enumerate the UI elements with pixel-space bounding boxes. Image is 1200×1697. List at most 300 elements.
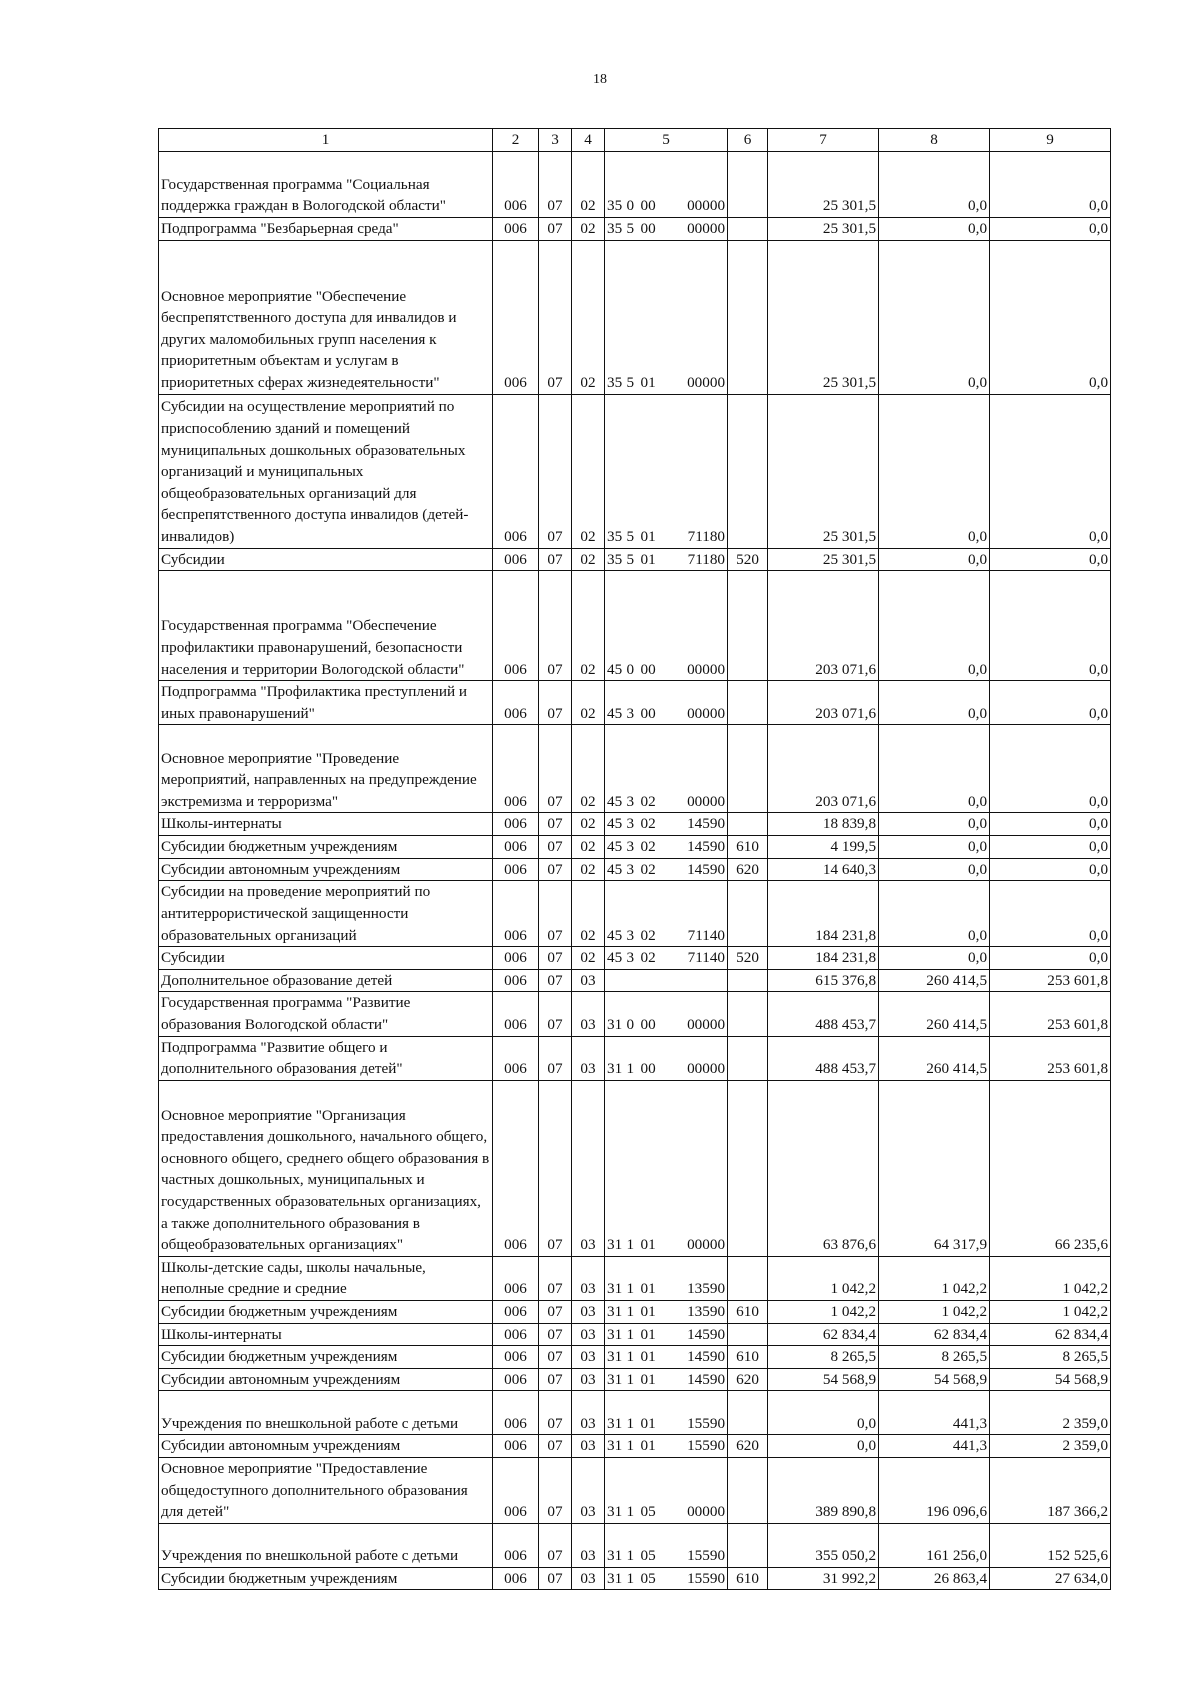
row-subsection-code: 03 bbox=[572, 969, 605, 992]
table-row bbox=[159, 240, 1111, 394]
row-name: Основное мероприятие "Предоставление общедоступного дополнительного образования для детей" bbox=[159, 1457, 493, 1523]
row-target-event: 01 bbox=[639, 240, 661, 394]
row-target-direction: 71140 bbox=[661, 947, 728, 970]
row-target-event: 02 bbox=[639, 725, 661, 813]
row-target-subprogram: 5 bbox=[625, 548, 639, 571]
header-col-7: 7 bbox=[768, 129, 879, 152]
row-name: Субсидии автономным учреждениям bbox=[159, 858, 493, 881]
table-row bbox=[159, 152, 1111, 218]
header-col-8: 8 bbox=[879, 129, 990, 152]
row-amount-col9: 253 601,8 bbox=[990, 1036, 1111, 1080]
row-expense-type bbox=[728, 681, 768, 725]
row-target-subprogram: 3 bbox=[625, 681, 639, 725]
row-ministry-code: 006 bbox=[493, 881, 539, 947]
row-ministry-code: 006 bbox=[493, 969, 539, 992]
table-row bbox=[159, 571, 1111, 681]
row-target-program: 31 bbox=[605, 1080, 625, 1256]
row-expense-type bbox=[728, 1080, 768, 1256]
row-target-subprogram: 1 bbox=[625, 1457, 639, 1523]
row-target-program: 31 bbox=[605, 1036, 625, 1080]
row-expense-type bbox=[728, 1523, 768, 1567]
row-amount-col7: 0,0 bbox=[768, 1391, 879, 1435]
row-ministry-code: 006 bbox=[493, 1323, 539, 1346]
row-amount-col8: 0,0 bbox=[879, 725, 990, 813]
row-target-event: 05 bbox=[639, 1523, 661, 1567]
row-target-event: 01 bbox=[639, 1256, 661, 1300]
row-name: Школы-интернаты bbox=[159, 813, 493, 836]
row-amount-col7: 25 301,5 bbox=[768, 394, 879, 548]
table-row bbox=[159, 1080, 1111, 1256]
row-section-code: 07 bbox=[539, 1346, 572, 1369]
row-amount-col8: 441,3 bbox=[879, 1391, 990, 1435]
row-section-code: 07 bbox=[539, 1523, 572, 1567]
table-row bbox=[159, 218, 1111, 241]
row-amount-col7: 4 199,5 bbox=[768, 835, 879, 858]
row-target-event: 00 bbox=[639, 681, 661, 725]
row-target-event: 01 bbox=[639, 394, 661, 548]
row-subsection-code: 03 bbox=[572, 1457, 605, 1523]
row-section-code: 07 bbox=[539, 1080, 572, 1256]
row-subsection-code: 02 bbox=[572, 571, 605, 681]
row-amount-col9: 0,0 bbox=[990, 571, 1111, 681]
row-section-code: 07 bbox=[539, 1391, 572, 1435]
table-row bbox=[159, 548, 1111, 571]
row-ministry-code: 006 bbox=[493, 1523, 539, 1567]
row-target-subprogram: 5 bbox=[625, 218, 639, 241]
row-subsection-code: 02 bbox=[572, 725, 605, 813]
row-amount-col7: 184 231,8 bbox=[768, 947, 879, 970]
row-ministry-code: 006 bbox=[493, 152, 539, 218]
row-expense-type bbox=[728, 218, 768, 241]
row-amount-col8: 260 414,5 bbox=[879, 1036, 990, 1080]
page-number: 18 bbox=[593, 72, 607, 87]
row-target-direction bbox=[661, 969, 728, 992]
row-target-direction: 14590 bbox=[661, 858, 728, 881]
row-name: Учреждения по внешкольной работе с детьми bbox=[159, 1523, 493, 1567]
header-col-3: 3 bbox=[539, 129, 572, 152]
row-target-event: 01 bbox=[639, 1300, 661, 1323]
row-target-program: 31 bbox=[605, 1346, 625, 1369]
table-row bbox=[159, 1323, 1111, 1346]
row-amount-col7: 184 231,8 bbox=[768, 881, 879, 947]
row-target-direction: 14590 bbox=[661, 1368, 728, 1391]
row-ministry-code: 006 bbox=[493, 1391, 539, 1435]
row-expense-type bbox=[728, 992, 768, 1036]
row-amount-col9: 0,0 bbox=[990, 218, 1111, 241]
row-amount-col7: 62 834,4 bbox=[768, 1323, 879, 1346]
table-row bbox=[159, 947, 1111, 970]
row-name: Субсидии бюджетным учреждениям bbox=[159, 1567, 493, 1590]
table-row bbox=[159, 1457, 1111, 1523]
row-target-direction: 00000 bbox=[661, 1036, 728, 1080]
table-row bbox=[159, 1036, 1111, 1080]
row-expense-type bbox=[728, 1457, 768, 1523]
row-section-code: 07 bbox=[539, 881, 572, 947]
row-target-event: 02 bbox=[639, 881, 661, 947]
row-expense-type: 610 bbox=[728, 1567, 768, 1590]
row-target-direction: 00000 bbox=[661, 725, 728, 813]
row-target-direction: 00000 bbox=[661, 992, 728, 1036]
row-expense-type bbox=[728, 240, 768, 394]
row-target-program bbox=[605, 969, 625, 992]
table-row bbox=[159, 858, 1111, 881]
row-expense-type bbox=[728, 881, 768, 947]
row-target-subprogram: 1 bbox=[625, 1300, 639, 1323]
row-subsection-code: 03 bbox=[572, 992, 605, 1036]
row-target-program: 31 bbox=[605, 1391, 625, 1435]
row-ministry-code: 006 bbox=[493, 1256, 539, 1300]
row-subsection-code: 03 bbox=[572, 1391, 605, 1435]
table-row bbox=[159, 835, 1111, 858]
row-amount-col7: 25 301,5 bbox=[768, 218, 879, 241]
row-amount-col8: 161 256,0 bbox=[879, 1523, 990, 1567]
table-row bbox=[159, 1346, 1111, 1369]
row-amount-col8: 441,3 bbox=[879, 1435, 990, 1458]
table-row bbox=[159, 969, 1111, 992]
row-target-program: 45 bbox=[605, 858, 625, 881]
row-name: Дополнительное образование детей bbox=[159, 969, 493, 992]
row-section-code: 07 bbox=[539, 681, 572, 725]
row-amount-col7: 31 992,2 bbox=[768, 1567, 879, 1590]
table-row bbox=[159, 681, 1111, 725]
row-section-code: 07 bbox=[539, 858, 572, 881]
row-target-event: 01 bbox=[639, 1368, 661, 1391]
row-target-direction: 15590 bbox=[661, 1567, 728, 1590]
header-col-4: 4 bbox=[572, 129, 605, 152]
table-row bbox=[159, 1368, 1111, 1391]
row-target-subprogram: 1 bbox=[625, 1346, 639, 1369]
row-target-program: 31 bbox=[605, 1323, 625, 1346]
row-name: Государственная программа "Социальная поддержка граждан в Вологодской области" bbox=[159, 152, 493, 218]
row-amount-col7: 54 568,9 bbox=[768, 1368, 879, 1391]
row-target-program: 45 bbox=[605, 835, 625, 858]
row-name: Школы-интернаты bbox=[159, 1323, 493, 1346]
row-target-event: 00 bbox=[639, 1036, 661, 1080]
row-amount-col8: 26 863,4 bbox=[879, 1567, 990, 1590]
row-amount-col7: 488 453,7 bbox=[768, 1036, 879, 1080]
row-target-direction: 71140 bbox=[661, 881, 728, 947]
row-ministry-code: 006 bbox=[493, 1457, 539, 1523]
row-expense-type: 620 bbox=[728, 858, 768, 881]
row-target-direction: 71180 bbox=[661, 394, 728, 548]
table-row bbox=[159, 992, 1111, 1036]
row-ministry-code: 006 bbox=[493, 947, 539, 970]
row-subsection-code: 02 bbox=[572, 548, 605, 571]
row-amount-col8: 0,0 bbox=[879, 152, 990, 218]
row-name: Субсидии бюджетным учреждениям bbox=[159, 1300, 493, 1323]
row-target-program: 31 bbox=[605, 1435, 625, 1458]
row-amount-col9: 0,0 bbox=[990, 881, 1111, 947]
row-ministry-code: 006 bbox=[493, 813, 539, 836]
row-ministry-code: 006 bbox=[493, 858, 539, 881]
row-target-program: 31 bbox=[605, 1300, 625, 1323]
row-ministry-code: 006 bbox=[493, 1036, 539, 1080]
row-name: Подпрограмма "Профилактика преступлений и иных правонарушений" bbox=[159, 681, 493, 725]
row-amount-col8: 62 834,4 bbox=[879, 1323, 990, 1346]
row-target-program: 31 bbox=[605, 1368, 625, 1391]
row-name: Государственная программа "Обеспечение профилактики правонарушений, безопасности населения и территории Вологодской области" bbox=[159, 571, 493, 681]
row-expense-type bbox=[728, 1323, 768, 1346]
row-target-program: 45 bbox=[605, 881, 625, 947]
row-target-program: 31 bbox=[605, 1256, 625, 1300]
row-target-program: 45 bbox=[605, 813, 625, 836]
row-amount-col8: 0,0 bbox=[879, 218, 990, 241]
row-amount-col9: 0,0 bbox=[990, 394, 1111, 548]
row-expense-type: 610 bbox=[728, 1346, 768, 1369]
table-row bbox=[159, 881, 1111, 947]
row-section-code: 07 bbox=[539, 1567, 572, 1590]
row-name: Субсидии на проведение мероприятий по антитеррористической защищенности образовательных организаций bbox=[159, 881, 493, 947]
row-subsection-code: 03 bbox=[572, 1080, 605, 1256]
row-amount-col8: 0,0 bbox=[879, 835, 990, 858]
row-ministry-code: 006 bbox=[493, 571, 539, 681]
table-row bbox=[159, 1523, 1111, 1567]
table-row bbox=[159, 1300, 1111, 1323]
row-section-code: 07 bbox=[539, 1256, 572, 1300]
row-target-subprogram: 1 bbox=[625, 1435, 639, 1458]
row-subsection-code: 02 bbox=[572, 240, 605, 394]
row-name: Субсидии на осуществление мероприятий по приспособлению зданий и помещений муниципальных дошкольных образовательных организаций и муниципальных общеобразовательных организаций для беспрепятственного доступа инвалидов (детей-инвалидов) bbox=[159, 394, 493, 548]
row-subsection-code: 02 bbox=[572, 218, 605, 241]
row-target-subprogram: 1 bbox=[625, 1567, 639, 1590]
row-expense-type: 520 bbox=[728, 548, 768, 571]
row-amount-col7: 25 301,5 bbox=[768, 548, 879, 571]
row-section-code: 07 bbox=[539, 969, 572, 992]
row-subsection-code: 03 bbox=[572, 1346, 605, 1369]
table-row bbox=[159, 1435, 1111, 1458]
row-amount-col7: 355 050,2 bbox=[768, 1523, 879, 1567]
row-amount-col8: 260 414,5 bbox=[879, 969, 990, 992]
row-target-direction: 13590 bbox=[661, 1256, 728, 1300]
row-target-event: 00 bbox=[639, 992, 661, 1036]
row-name: Субсидии автономным учреждениям bbox=[159, 1368, 493, 1391]
row-amount-col8: 64 317,9 bbox=[879, 1080, 990, 1256]
row-name: Основное мероприятие "Обеспечение беспрепятственного доступа для инвалидов и других маломобильных групп населения к приоритетным объектам и услугам в приоритетных сферах жизнедеятельности" bbox=[159, 240, 493, 394]
row-amount-col9: 187 366,2 bbox=[990, 1457, 1111, 1523]
row-ministry-code: 006 bbox=[493, 1435, 539, 1458]
row-target-subprogram: 3 bbox=[625, 725, 639, 813]
row-target-event: 02 bbox=[639, 947, 661, 970]
table-body bbox=[159, 152, 1111, 1590]
row-amount-col7: 14 640,3 bbox=[768, 858, 879, 881]
row-expense-type: 520 bbox=[728, 947, 768, 970]
row-expense-type bbox=[728, 394, 768, 548]
header-col-5: 5 bbox=[605, 129, 728, 152]
row-target-event: 02 bbox=[639, 813, 661, 836]
row-target-event: 01 bbox=[639, 1080, 661, 1256]
row-amount-col9: 2 359,0 bbox=[990, 1391, 1111, 1435]
row-section-code: 07 bbox=[539, 1036, 572, 1080]
row-amount-col7: 615 376,8 bbox=[768, 969, 879, 992]
row-amount-col9: 0,0 bbox=[990, 813, 1111, 836]
row-target-direction: 00000 bbox=[661, 240, 728, 394]
row-target-subprogram: 0 bbox=[625, 571, 639, 681]
row-section-code: 07 bbox=[539, 813, 572, 836]
row-target-subprogram: 5 bbox=[625, 394, 639, 548]
row-target-event: 00 bbox=[639, 218, 661, 241]
row-section-code: 07 bbox=[539, 394, 572, 548]
row-target-program: 35 bbox=[605, 394, 625, 548]
table-row bbox=[159, 813, 1111, 836]
row-amount-col7: 389 890,8 bbox=[768, 1457, 879, 1523]
row-target-program: 31 bbox=[605, 1567, 625, 1590]
row-section-code: 07 bbox=[539, 947, 572, 970]
table-row bbox=[159, 1391, 1111, 1435]
table-row bbox=[159, 394, 1111, 548]
row-target-direction: 14590 bbox=[661, 813, 728, 836]
row-amount-col8: 0,0 bbox=[879, 240, 990, 394]
row-subsection-code: 03 bbox=[572, 1256, 605, 1300]
row-name: Основное мероприятие "Организация предоставления дошкольного, начального общего, основного общего, среднего общего образования в частных дошкольных, муниципальных и государственных образовательных организациях, а также дополнительного образования в общеобразовательных организациях" bbox=[159, 1080, 493, 1256]
row-target-program: 45 bbox=[605, 571, 625, 681]
row-target-direction: 00000 bbox=[661, 1457, 728, 1523]
row-target-direction: 15590 bbox=[661, 1523, 728, 1567]
row-amount-col9: 0,0 bbox=[990, 240, 1111, 394]
row-subsection-code: 03 bbox=[572, 1523, 605, 1567]
row-subsection-code: 02 bbox=[572, 947, 605, 970]
row-amount-col8: 0,0 bbox=[879, 394, 990, 548]
row-target-event: 01 bbox=[639, 1346, 661, 1369]
row-amount-col8: 0,0 bbox=[879, 881, 990, 947]
row-subsection-code: 03 bbox=[572, 1300, 605, 1323]
row-amount-col7: 25 301,5 bbox=[768, 152, 879, 218]
row-target-direction: 14590 bbox=[661, 1323, 728, 1346]
row-target-event: 05 bbox=[639, 1567, 661, 1590]
row-amount-col7: 203 071,6 bbox=[768, 571, 879, 681]
row-target-direction: 15590 bbox=[661, 1435, 728, 1458]
row-target-direction: 14590 bbox=[661, 1346, 728, 1369]
row-expense-type: 610 bbox=[728, 1300, 768, 1323]
row-subsection-code: 03 bbox=[572, 1567, 605, 1590]
row-amount-col8: 8 265,5 bbox=[879, 1346, 990, 1369]
row-subsection-code: 03 bbox=[572, 1368, 605, 1391]
row-target-direction: 15590 bbox=[661, 1391, 728, 1435]
row-target-program: 45 bbox=[605, 947, 625, 970]
row-target-subprogram: 3 bbox=[625, 947, 639, 970]
row-amount-col7: 63 876,6 bbox=[768, 1080, 879, 1256]
row-subsection-code: 03 bbox=[572, 1435, 605, 1458]
row-amount-col9: 1 042,2 bbox=[990, 1256, 1111, 1300]
row-subsection-code: 03 bbox=[572, 1036, 605, 1080]
row-expense-type bbox=[728, 813, 768, 836]
row-target-event: 02 bbox=[639, 835, 661, 858]
row-amount-col8: 0,0 bbox=[879, 947, 990, 970]
row-name: Субсидии bbox=[159, 548, 493, 571]
row-amount-col9: 0,0 bbox=[990, 947, 1111, 970]
row-amount-col7: 488 453,7 bbox=[768, 992, 879, 1036]
row-target-program: 45 bbox=[605, 725, 625, 813]
row-ministry-code: 006 bbox=[493, 681, 539, 725]
row-section-code: 07 bbox=[539, 571, 572, 681]
row-subsection-code: 02 bbox=[572, 858, 605, 881]
row-expense-type bbox=[728, 152, 768, 218]
row-amount-col7: 18 839,8 bbox=[768, 813, 879, 836]
row-amount-col7: 0,0 bbox=[768, 1435, 879, 1458]
row-amount-col8: 260 414,5 bbox=[879, 992, 990, 1036]
row-target-event: 01 bbox=[639, 1391, 661, 1435]
row-target-program: 35 bbox=[605, 548, 625, 571]
row-amount-col7: 203 071,6 bbox=[768, 681, 879, 725]
row-target-subprogram: 1 bbox=[625, 1391, 639, 1435]
row-target-event: 05 bbox=[639, 1457, 661, 1523]
row-name: Учреждения по внешкольной работе с детьми bbox=[159, 1391, 493, 1435]
row-target-subprogram bbox=[625, 969, 639, 992]
row-ministry-code: 006 bbox=[493, 1567, 539, 1590]
table-row bbox=[159, 725, 1111, 813]
row-amount-col9: 0,0 bbox=[990, 835, 1111, 858]
row-target-event: 01 bbox=[639, 548, 661, 571]
row-target-subprogram: 1 bbox=[625, 1080, 639, 1256]
row-amount-col8: 0,0 bbox=[879, 571, 990, 681]
row-target-event: 00 bbox=[639, 571, 661, 681]
row-target-event: 02 bbox=[639, 858, 661, 881]
row-target-direction: 00000 bbox=[661, 152, 728, 218]
row-amount-col9: 27 634,0 bbox=[990, 1567, 1111, 1590]
row-target-subprogram: 3 bbox=[625, 858, 639, 881]
row-target-subprogram: 0 bbox=[625, 152, 639, 218]
row-section-code: 07 bbox=[539, 152, 572, 218]
row-target-program: 31 bbox=[605, 992, 625, 1036]
row-name: Школы-детские сады, школы начальные, неполные средние и средние bbox=[159, 1256, 493, 1300]
row-subsection-code: 02 bbox=[572, 835, 605, 858]
row-name: Субсидии автономным учреждениям bbox=[159, 1435, 493, 1458]
row-amount-col9: 0,0 bbox=[990, 548, 1111, 571]
row-section-code: 07 bbox=[539, 1368, 572, 1391]
row-name: Субсидии бюджетным учреждениям bbox=[159, 835, 493, 858]
row-amount-col9: 152 525,6 bbox=[990, 1523, 1111, 1567]
row-amount-col8: 196 096,6 bbox=[879, 1457, 990, 1523]
row-target-direction: 00000 bbox=[661, 218, 728, 241]
row-target-program: 45 bbox=[605, 681, 625, 725]
row-expense-type bbox=[728, 1391, 768, 1435]
row-name: Подпрограмма "Развитие общего и дополнительного образования детей" bbox=[159, 1036, 493, 1080]
row-section-code: 07 bbox=[539, 1435, 572, 1458]
row-amount-col7: 25 301,5 bbox=[768, 240, 879, 394]
row-name: Государственная программа "Развитие образования Вологодской области" bbox=[159, 992, 493, 1036]
row-target-subprogram: 1 bbox=[625, 1523, 639, 1567]
header-col-2: 2 bbox=[493, 129, 539, 152]
row-target-direction: 13590 bbox=[661, 1300, 728, 1323]
row-amount-col7: 203 071,6 bbox=[768, 725, 879, 813]
row-section-code: 07 bbox=[539, 1300, 572, 1323]
row-amount-col9: 1 042,2 bbox=[990, 1300, 1111, 1323]
budget-table bbox=[158, 128, 1111, 1590]
row-amount-col8: 1 042,2 bbox=[879, 1256, 990, 1300]
row-amount-col9: 0,0 bbox=[990, 858, 1111, 881]
row-ministry-code: 006 bbox=[493, 725, 539, 813]
row-subsection-code: 03 bbox=[572, 1323, 605, 1346]
row-target-subprogram: 1 bbox=[625, 1256, 639, 1300]
row-ministry-code: 006 bbox=[493, 394, 539, 548]
row-section-code: 07 bbox=[539, 725, 572, 813]
row-subsection-code: 02 bbox=[572, 152, 605, 218]
row-name: Подпрограмма "Безбарьерная среда" bbox=[159, 218, 493, 241]
row-amount-col8: 0,0 bbox=[879, 548, 990, 571]
row-target-subprogram: 1 bbox=[625, 1036, 639, 1080]
header-col-6: 6 bbox=[728, 129, 768, 152]
row-ministry-code: 006 bbox=[493, 240, 539, 394]
row-amount-col9: 2 359,0 bbox=[990, 1435, 1111, 1458]
header-col-1: 1 bbox=[159, 129, 493, 152]
row-amount-col9: 0,0 bbox=[990, 152, 1111, 218]
row-target-event bbox=[639, 969, 661, 992]
row-amount-col9: 66 235,6 bbox=[990, 1080, 1111, 1256]
row-amount-col9: 0,0 bbox=[990, 681, 1111, 725]
row-target-direction: 00000 bbox=[661, 571, 728, 681]
row-target-event: 01 bbox=[639, 1323, 661, 1346]
row-amount-col7: 1 042,2 bbox=[768, 1256, 879, 1300]
table-row bbox=[159, 1567, 1111, 1590]
